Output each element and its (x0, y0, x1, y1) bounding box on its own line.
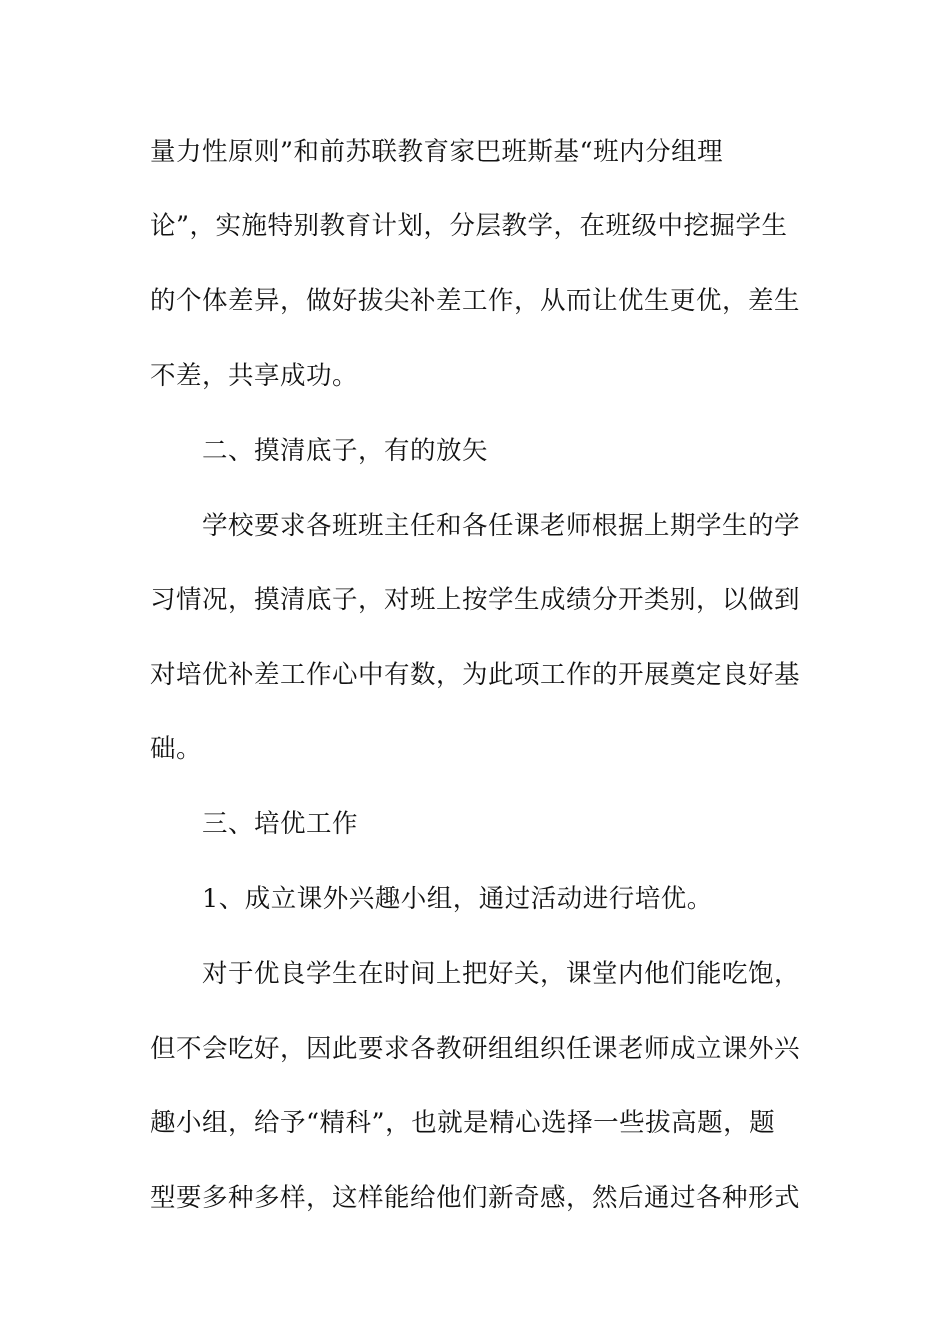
paragraph-line: 对培优补差工作心中有数，为此项工作的开展奠定良好基 (150, 660, 801, 690)
section-heading: 三、培优工作 (202, 809, 359, 839)
subsection-heading: 1、成立课外兴趣小组，通过活动进行培优。 (202, 884, 713, 914)
paragraph-line: 的个体差异，做好拔尖补差工作，从而让优生更优，差生 (150, 286, 801, 316)
paragraph-line: 不差，共享成功。 (150, 361, 359, 391)
paragraph-line: 趣小组，给予“精科”，也就是精心选择一些拔高题，题 (150, 1108, 776, 1138)
paragraph-line: 对于优良学生在时间上把好关，课堂内他们能吃饱， (202, 959, 801, 989)
paragraph-line: 础。 (150, 734, 203, 764)
paragraph-line: 学校要求各班班主任和各任课老师根据上期学生的学 (202, 511, 801, 541)
paragraph-line: 型要多种多样，这样能给他们新奇感，然后通过各种形式 (150, 1183, 801, 1213)
section-heading: 二、摸清底子，有的放矢 (202, 436, 489, 466)
paragraph-line: 习情况，摸清底子，对班上按学生成绩分开类别，以做到 (150, 585, 801, 615)
paragraph-line: 论”，实施特别教育计划，分层教学，在班级中挖掘学生 (150, 211, 788, 241)
paragraph-line: 但不会吃好，因此要求各教研组组织任课老师成立课外兴 (150, 1034, 801, 1064)
paragraph-line: 量力性原则”和前苏联教育家巴班斯基“班内分组理 (150, 137, 724, 167)
